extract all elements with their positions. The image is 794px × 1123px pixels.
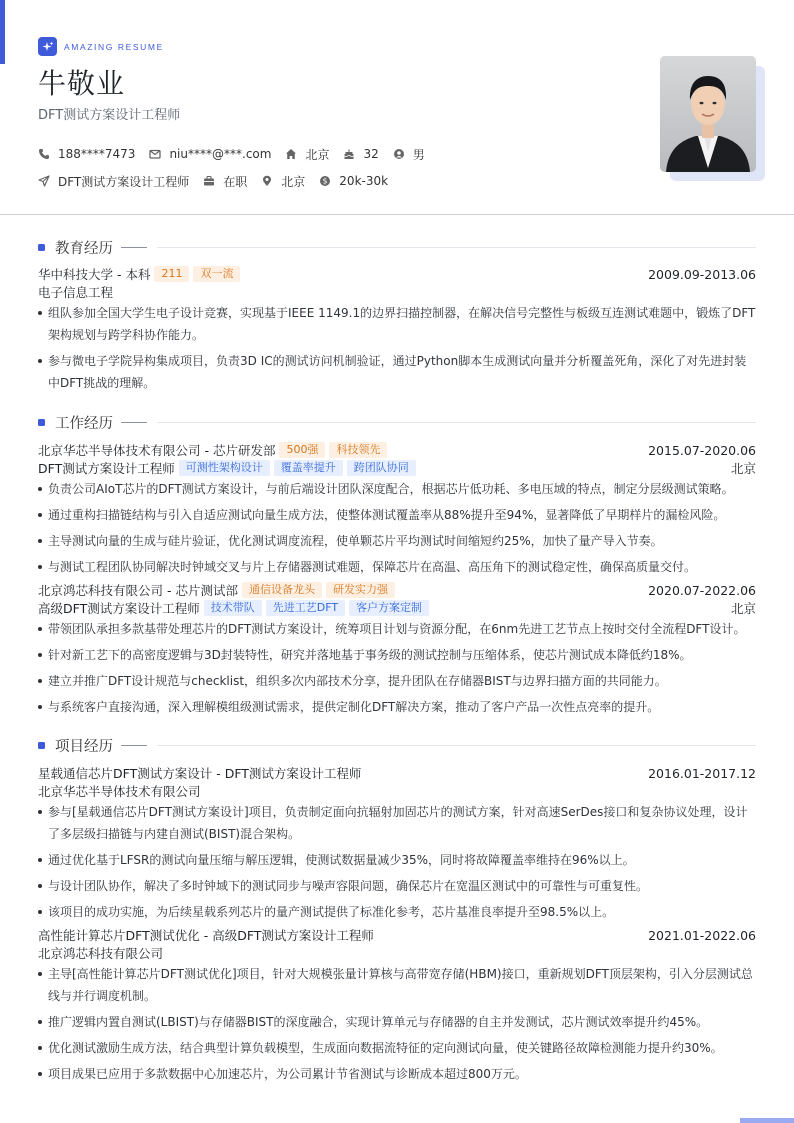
avatar	[660, 56, 756, 172]
city-info: 北京	[285, 146, 329, 163]
tag: 跨团队协同	[347, 460, 416, 476]
svg-text:$: $	[322, 176, 328, 186]
list-item: 参与[星载通信芯片DFT测试方案设计]项目，负责制定面向抗辐射加固芯片的测试方案，针对高速SerDes接口和复杂协议处理，设计了多层级扫描链与内建自测试(BIST)混合架构。	[38, 801, 756, 845]
target-position-info: DFT测试方案设计工程师	[38, 173, 189, 190]
gender-info: 男	[393, 146, 425, 163]
section-heading: 项目经历	[55, 738, 113, 755]
tag: 科技领先	[329, 442, 387, 458]
role-name: 高级DFT测试方案设计工程师	[38, 601, 200, 616]
email-info: niu****@***.com	[149, 147, 271, 161]
tag: 先进工艺DFT	[266, 600, 345, 616]
gender-icon	[393, 148, 405, 160]
accent-bar	[0, 0, 5, 64]
tag: 技术带队	[204, 600, 262, 616]
list-item: 与测试工程团队协同解决时钟域交叉与片上存储器测试难题，保障芯片在高温、高压角下的测试稳定性，确保高质量交付。	[38, 556, 756, 578]
cake-icon	[343, 148, 355, 160]
section-work	[38, 412, 756, 432]
work-entry	[38, 441, 756, 578]
list-item: 针对新工艺下的高密度逻辑与3D封装特性，研究并落地基于事务级的测试控制与压缩体系，使芯片测试成本降低约18%。	[38, 644, 756, 666]
section-heading: 教育经历	[55, 240, 113, 257]
header-divider	[0, 214, 794, 215]
phone-icon	[38, 148, 50, 160]
project-org: 北京鸿芯科技有限公司	[38, 946, 164, 961]
list-item: 项目成果已应用于多款数据中心加速芯片，为公司累计节省测试与诊断成本超过800万元。	[38, 1063, 756, 1085]
sparkle-icon	[38, 37, 57, 56]
tag: 可测性架构设计	[179, 460, 270, 476]
age-info: 32	[343, 147, 378, 161]
role-name: DFT测试方案设计工程师	[38, 461, 175, 476]
date-range: 2015.07-2020.06	[648, 442, 756, 458]
major: 电子信息工程	[38, 285, 114, 300]
tag: 双一流	[193, 266, 240, 282]
target-city-info: 北京	[261, 173, 305, 190]
education-entry	[38, 265, 756, 394]
list-item: 建立并推广DFT设计规范与checklist，组织多次内部技术分享，提升团队在存储器BIST与边界扫描方面的共同能力。	[38, 670, 756, 692]
list-item: 组队参加全国大学生电子设计竞赛，实现基于IEEE 1149.1的边界扫描控制器，在解决信号完整性与板级互连测试难题中，锻炼了DFT架构规划与跨学科协作能力。	[38, 302, 756, 346]
list-item: 与系统客户直接沟通，深入理解模组级测试需求，提供定制化DFT解决方案，推动了客户产品一次性点亮率的提升。	[38, 696, 756, 718]
status-info: 在职	[203, 173, 247, 190]
date-range: 2021.01-2022.06	[648, 927, 756, 943]
project-entry	[38, 764, 756, 923]
list-item: 主导测试向量的生成与硅片验证，优化测试调度流程，使单颗芯片平均测试时间缩短约25%，加快了量产导入节奏。	[38, 530, 756, 552]
section-bullet	[38, 742, 45, 749]
bottom-decoration	[740, 1118, 794, 1123]
send-icon	[38, 175, 50, 187]
list-item: 优化测试激励生成方法，结合典型计算负载模型，生成面向数据流特征的定向测试向量，使关键路径故障检测能力提升约30%。	[38, 1037, 756, 1059]
list-item: 主导[高性能计算芯片DFT测试优化]项目，针对大规模张量计算核与高带宽存储(HBM)接口，重新规划DFT顶层架构，引入分层测试总线与并行调度机制。	[38, 963, 756, 1007]
tag: 覆盖率提升	[274, 460, 343, 476]
tag: 通信设备龙头	[242, 582, 322, 598]
project-org: 北京华芯半导体技术有限公司	[38, 784, 201, 799]
resume-header	[38, 37, 658, 190]
company-name: 北京鸿芯科技有限公司 - 芯片测试部	[38, 583, 238, 598]
company-name: 北京华芯半导体技术有限公司 - 芯片研发部	[38, 443, 276, 458]
location: 北京	[730, 601, 756, 616]
home-icon	[285, 148, 297, 160]
list-item: 该项目的成功实施，为后续星载系列芯片的量产测试提供了标准化参考，芯片基准良率提升至98.5%以上。	[38, 901, 756, 923]
salary-info: $ 20k-30k	[319, 174, 388, 188]
location: 北京	[730, 461, 756, 476]
tag: 211	[154, 266, 189, 282]
list-item: 负责公司AIoT芯片的DFT测试方案设计，与前后端设计团队深度配合，根据芯片低功耗、多电压域的特点，制定分层级测试策略。	[38, 478, 756, 500]
work-entry	[38, 581, 756, 718]
candidate-name: 牛敬业	[38, 67, 126, 100]
phone-info: 188****7473	[38, 147, 135, 161]
project-entry	[38, 926, 756, 1085]
briefcase-icon	[203, 175, 215, 187]
project-name: 星载通信芯片DFT测试方案设计 - DFT测试方案设计工程师	[38, 766, 362, 781]
date-range: 2009.09-2013.06	[648, 266, 756, 282]
section-bullet	[38, 419, 45, 426]
mail-icon	[149, 148, 161, 160]
list-item: 通过重构扫描链结构与引入自适应测试向量生成方法，使整体测试覆盖率从88%提升至94%，显著降低了早期样片的漏检风险。	[38, 504, 756, 526]
tag: 500强	[279, 442, 325, 458]
profile-photo	[660, 56, 766, 182]
job-intent-row	[38, 172, 658, 190]
brand	[38, 37, 658, 56]
candidate-title: DFT测试方案设计工程师	[38, 108, 181, 123]
section-heading: 工作经历	[55, 415, 113, 432]
money-icon	[319, 175, 331, 187]
section-education	[38, 237, 756, 257]
location-pin-icon	[261, 175, 273, 187]
date-range: 2016.01-2017.12	[648, 765, 756, 781]
school-name: 华中科技大学 - 本科	[38, 267, 151, 282]
list-item: 通过优化基于LFSR的测试向量压缩与解压逻辑，使测试数据量减少35%，同时将故障覆盖率维持在96%以上。	[38, 849, 756, 871]
tag: 研发实力强	[326, 582, 395, 598]
contact-row	[38, 145, 658, 163]
tag: 客户方案定制	[349, 600, 429, 616]
date-range: 2020.07-2022.06	[648, 582, 756, 598]
section-bullet	[38, 244, 45, 251]
list-item: 与设计团队协作，解决了多时钟域下的测试同步与噪声容限问题，确保芯片在宽温区测试中的可靠性与可重复性。	[38, 875, 756, 897]
section-projects	[38, 735, 756, 755]
list-item: 推广逻辑内置自测试(LBIST)与存储器BIST的深度融合，实现计算单元与存储器的自主并发测试，芯片测试效率提升约45%。	[38, 1011, 756, 1033]
list-item: 参与微电子学院异构集成项目，负责3D IC的测试访问机制验证，通过Python脚本生成测试向量并分析覆盖死角，深化了对先进封装中DFT挑战的理解。	[38, 350, 756, 394]
list-item: 带领团队承担多款基带处理芯片的DFT测试方案设计，统筹项目计划与资源分配，在6nm先进工艺节点上按时交付全流程DFT设计。	[38, 618, 756, 640]
project-name: 高性能计算芯片DFT测试优化 - 高级DFT测试方案设计工程师	[38, 928, 374, 943]
brand-text: AMAZING RESUME	[64, 41, 164, 52]
